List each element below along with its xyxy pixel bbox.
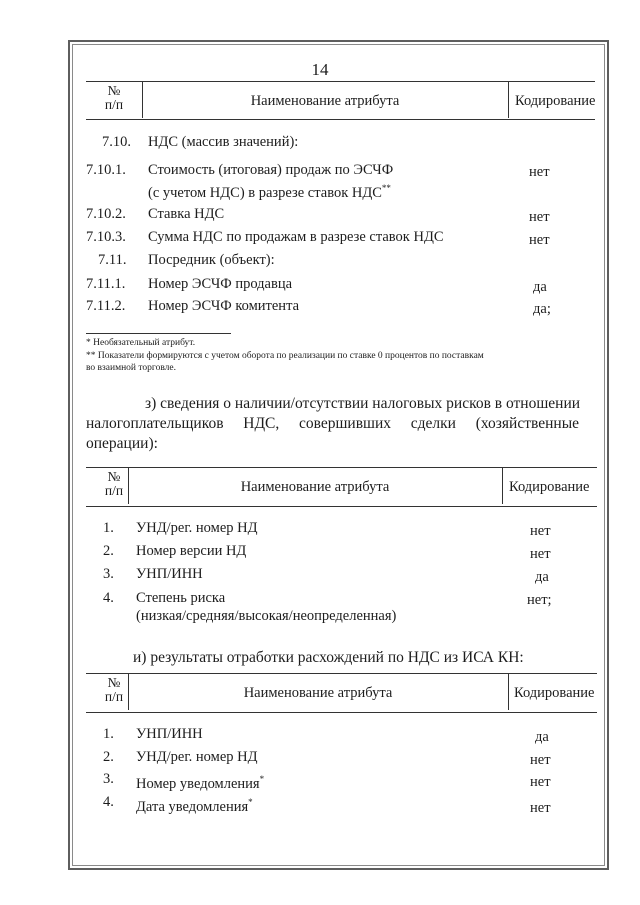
table1-header-code: Кодирование xyxy=(515,93,596,109)
table-row: 1. УНД/рег. номер НД нет xyxy=(103,520,551,539)
table-row: 7.11.2. Номер ЭСЧФ комитента да; xyxy=(86,298,551,317)
paragraph-z-line2: налогоплательщиков НДС, совершивших сделки (хозяйственные xyxy=(86,415,579,432)
table1-top-rule xyxy=(86,81,595,82)
table3-header-rule xyxy=(86,712,597,713)
table3-header-num: № п/п xyxy=(104,675,124,704)
table-row: 7.10.2. Ставка НДС нет xyxy=(86,206,550,225)
page-number: 14 xyxy=(311,60,329,79)
footnote-rule xyxy=(86,333,231,334)
table-row: 4. Степень риска (низкая/средняя/высокая/неопределенная) нет; xyxy=(103,590,552,624)
footnote-1: * Необязательный атрибут. xyxy=(86,338,196,348)
paragraph-i: и) результаты отработки расхождений по НДС из ИСА КН: xyxy=(133,649,524,666)
table3-header-name: Наименование атрибута xyxy=(243,685,393,701)
table-row: 7.11. Посредник (объект): xyxy=(98,252,275,268)
table-row: 1. УНП/ИНН да xyxy=(103,726,549,745)
footnote-2: ** Показатели формируются с учетом оборота по реализации по ставке 0 процентов по поставкам во взаимной торговле. xyxy=(86,351,484,373)
table-row: 2. Номер версии НД нет xyxy=(103,543,551,562)
table2-header-name: Наименование атрибута xyxy=(240,479,390,495)
table-row: 2. УНД/рег. номер НД нет xyxy=(103,749,551,768)
table-row: 4. Дата уведомления* нет xyxy=(103,794,551,816)
paragraph-z-line1: з) сведения о наличии/отсутствии налоговых рисков в отношении xyxy=(145,395,581,412)
table3-header xyxy=(86,676,597,710)
table-row: 7.10.1. Стоимость (итоговая) продаж по ЭСЧФ (с учетом НДС) в разрезе ставок НДС** нет xyxy=(86,162,550,201)
table2-header-num: № п/п xyxy=(104,469,124,498)
table1-header-rule xyxy=(86,119,595,120)
table1-header-num: № п/п xyxy=(104,83,124,112)
table3-header-code: Кодирование xyxy=(514,685,595,701)
table-row: 7.10. НДС (массив значений): xyxy=(102,134,299,150)
table2-header xyxy=(86,470,597,504)
table2-header-code: Кодирование xyxy=(509,479,590,495)
table-row: 3. Номер уведомления* нет xyxy=(103,771,551,792)
table-row: 7.10.3. Сумма НДС по продажам в разрезе ставок НДС нет xyxy=(86,229,550,248)
paragraph-z-line3: операции): xyxy=(86,435,158,452)
table-row: 7.11.1. Номер ЭСЧФ продавца да xyxy=(86,276,547,295)
table2-header-rule xyxy=(86,506,597,507)
table-row: 3. УНП/ИНН да xyxy=(103,566,549,585)
table2-top-rule xyxy=(86,467,597,468)
table1-header-name: Наименование атрибута xyxy=(250,93,400,109)
table1-header xyxy=(86,84,595,118)
table3-top-rule xyxy=(86,673,597,674)
